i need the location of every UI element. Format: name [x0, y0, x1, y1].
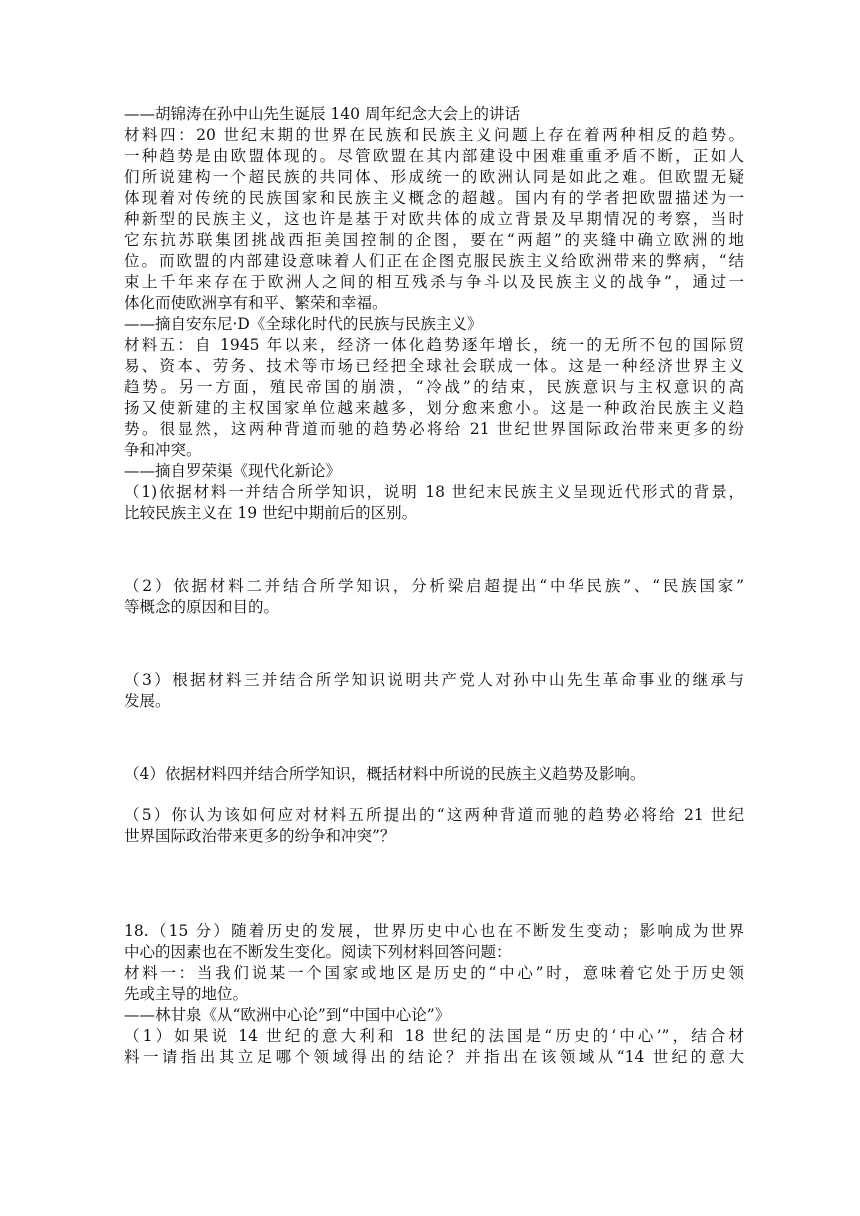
material-5-line-2: 易、资本、劳务、技术等市场已经把全球社会联成一体。这是一种经济世界主义 — [124, 357, 744, 375]
material-4-line-2: 一种趋势是由欧盟体现的。尽管欧盟在其内部建设中困难重重矛盾不断，正如人 — [124, 147, 744, 165]
question-1-line-2: 比较民族主义在 19 世纪中期前后的区别。 — [124, 504, 418, 522]
question-2-line-1: （2）依据材料二并结合所学知识，分析梁启超提出“中华民族”、“民族国家” — [124, 577, 744, 595]
material-5-line-6: 争和冲突。 — [124, 441, 202, 459]
question-18-line-2: 中心的因素也在不断发生变化。阅读下列材料回答问题： — [124, 943, 512, 961]
q18-material-1-line-2: 先或主导的地位。 — [124, 985, 249, 1003]
material-4-line-9: 体化而使欧洲享有和平、繁荣和幸福。 — [124, 294, 388, 312]
q18-material-1-line-1: 材料一：当我们说某一个国家或地区是历史的“中心”时，意味着它处于历史领 — [124, 964, 744, 982]
material-5-line-5: 势。很显然，这两种背道而驰的趋势必将给 21 世纪世界国际政治带来更多的纷 — [124, 420, 744, 438]
question-2-line-2: 等概念的原因和目的。 — [124, 598, 280, 616]
question-4: （4）依据材料四并结合所学知识，概括材料中所说的民族主义趋势及影响。 — [124, 765, 646, 783]
source-citation-lin: ——林甘泉《从“欧洲中心论”到“中国中心论”》 — [124, 1006, 451, 1024]
q18-question-1-line-1: （1）如果说 14 世纪的意大利和 18 世纪的法国是“历史的‘中心’”，结合材 — [124, 1027, 744, 1045]
question-3-line-2: 发展。 — [124, 692, 171, 710]
source-citation-hu: ——胡锦涛在孙中山先生诞辰 140 周年纪念大会上的讲话 — [124, 105, 520, 123]
material-4-line-3: 们所说建构一个超民族的共同体、形成统一的欧洲认同是如此之难。但欧盟无疑 — [124, 168, 744, 186]
source-citation-anthony: ——摘自安东尼·D《全球化时代的民族与民族主义》 — [124, 315, 483, 333]
q18-question-1-line-2: 料一请指出其立足哪个领域得出的结论？并指出在该领域从“14 世纪的意大 — [124, 1048, 744, 1066]
material-4-line-4: 体现着对传统的民族国家和民族主义概念的超越。国内有的学者把欧盟描述为一 — [124, 189, 744, 207]
question-5-line-1: （5）你认为该如何应对材料五所提出的“这两种背道而驰的趋势必将给 21 世纪 — [124, 806, 744, 824]
material-5-line-1: 材料五：自 1945 年以来，经济一体化趋势逐年增长，统一的无所不包的国际贸 — [124, 336, 744, 354]
question-1-line-1: （1)依据材料一并结合所学知识，说明 18 世纪末民族主义呈现近代形式的背景， — [124, 483, 744, 501]
material-4-line-1: 材料四：20 世纪末期的世界在民族和民族主义问题上存在着两种相反的趋势。 — [124, 126, 744, 144]
material-5-line-3: 趋势。另一方面，殖民帝国的崩溃，“冷战”的结束，民族意识与主权意识的高 — [124, 378, 744, 396]
material-4-line-6: 它东抗苏联集团挑战西拒美国控制的企图，要在“两超”的夹缝中确立欧洲的地 — [124, 231, 744, 249]
question-3-line-1: （3）根据材料三并结合所学知识说明共产党人对孙中山先生革命事业的继承与 — [124, 671, 744, 689]
material-4-line-7: 位。而欧盟的内部建设意味着人们正在企图克服民族主义给欧洲带来的弊病，“结 — [124, 252, 744, 270]
question-18-line-1: 18.（15 分）随着历史的发展，世界历史中心也在不断发生变动；影响成为世界 — [124, 922, 744, 940]
material-4-line-5: 种新型的民族主义，这也许是基于对欧共体的成立背景及早期情况的考察，当时 — [124, 210, 744, 228]
question-5-line-2: 世界国际政治带来更多的纷争和冲突”？ — [124, 827, 396, 845]
material-5-line-4: 扬又使新建的主权国家单位越来越多，划分愈来愈小。这是一种政治民族主义趋 — [124, 399, 744, 417]
source-citation-luo: ——摘自罗荣渠《现代化新论》 — [124, 462, 342, 480]
material-4-line-8: 束上千年来存在于欧洲人之间的相互残杀与争斗以及民族主义的战争”，通过一 — [124, 273, 744, 291]
